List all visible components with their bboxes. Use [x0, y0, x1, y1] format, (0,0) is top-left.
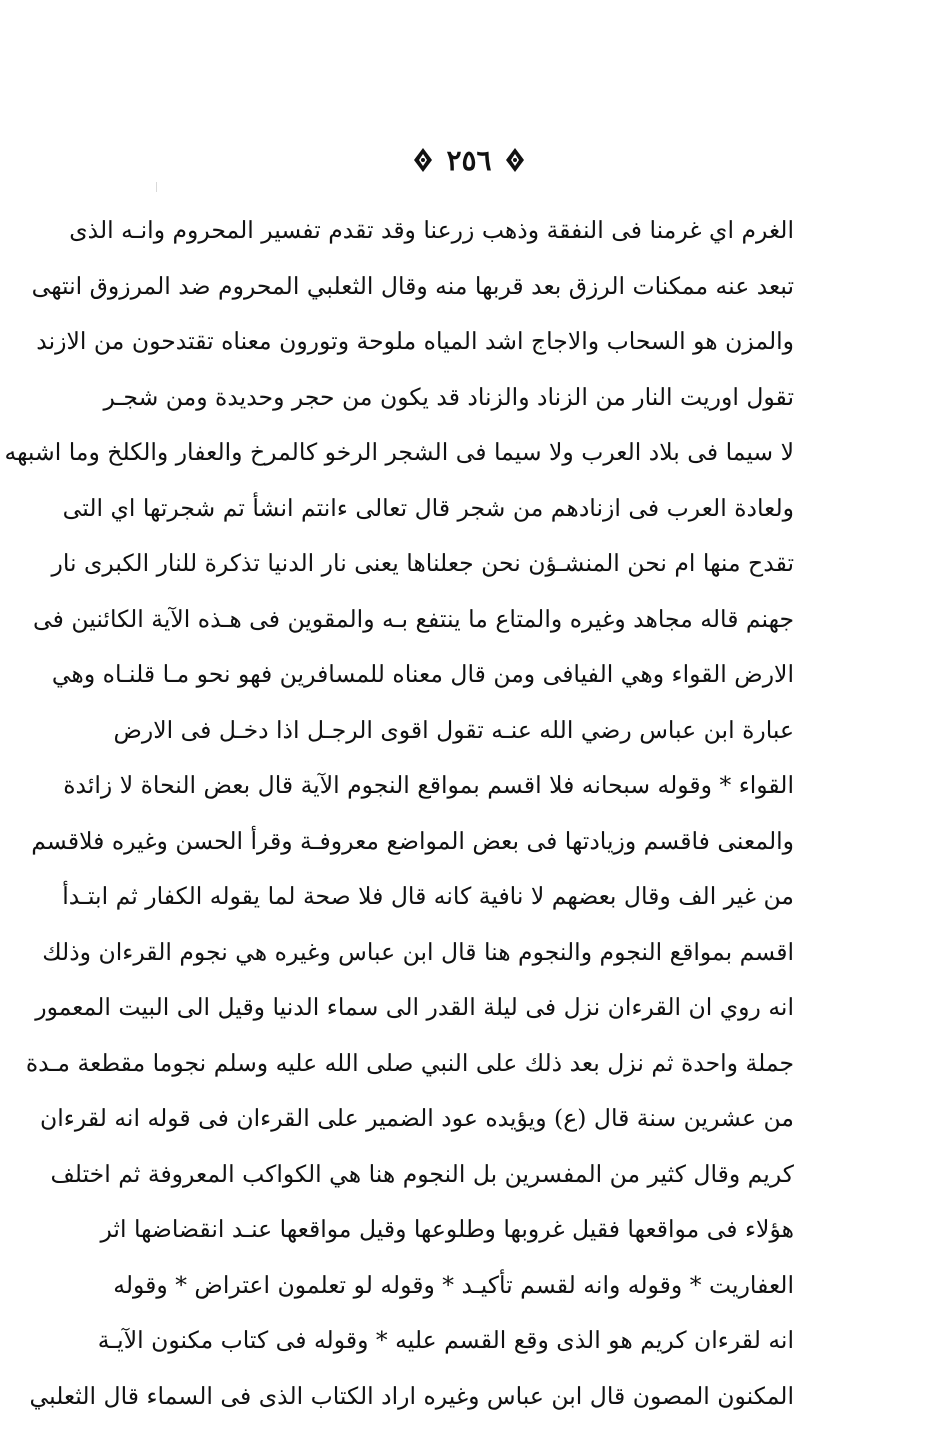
text-line: لا سيما فى بلاد العرب ولا سيما فى الشجر الرخو كالمرخ والعفار والكلخ وما اشبهه [118, 430, 794, 486]
text-line: تقدح منها ام نحن المنشـؤن نحن جعلناها يعنى نار الدنيا تذكرة للنار الكبرى نار [118, 541, 794, 597]
text-line: تقول اوريت النار من الزناد والزناد قد يكون من حجر وحديدة ومن شجـر [118, 375, 794, 431]
text-line: انه روي ان القرءان نزل فى ليلة القدر الى سماء الدنيا وقيل الى البيت المعمور [118, 985, 794, 1041]
ornament-icon [504, 145, 526, 175]
text-line: الارض القواء وهي الفيافى ومن قال معناه للمسافرين فهو نحو مـا قلنـاه وهي [118, 652, 794, 708]
text-line: والمزن هو السحاب والاجاج اشد المياه ملوحة وتورون معناه تقتدحون من الازند [118, 319, 794, 375]
text-line: الغرم اي غرمنا فى النفقة وذهب زرعنا وقد تقدم تفسير المحروم وانـه الذى [118, 208, 794, 264]
body-text [118, 208, 794, 1429]
text-line: تبعد عنه ممكنات الرزق بعد قربها منه وقال الثعلبي المحروم ضد المرزوق انتهى [118, 264, 794, 320]
text-line: عبارة ابن عباس رضي الله عنـه تقول اقوى الرجـل اذا دخـل فى الارض [118, 708, 794, 764]
text-line: هؤلاء فى مواقعها فقيل غروبها وطلوعها وقيل مواقعها عنـد انقضاضها اثر [118, 1207, 794, 1263]
text-line: جملة واحدة ثم نزل بعد ذلك على النبي صلى الله عليه وسلم نجوما مقطعة مـدة [118, 1041, 794, 1097]
text-line: اقسم بمواقع النجوم والنجوم هنا قال ابن عباس وغيره هي نجوم القرءان وذلك [118, 930, 794, 986]
text-line: كريم وقال كثير من المفسرين بل النجوم هنا هي الكواكب المعروفة ثم اختلف [118, 1152, 794, 1208]
text-line: من عشرين سنة قال (ع) ويؤيده عود الضمير على القرءان فى قوله انه لقرءان [118, 1096, 794, 1152]
text-line: المكنون المصون قال ابن عباس وغيره اراد الكتاب الذى فى السماء قال الثعلبي [118, 1374, 794, 1429]
text-line: من غير الف وقال بعضهم لا نافية كانه قال فلا صحة لما يقوله الكفار ثم ابتـدأ [118, 874, 794, 930]
text-line: ولعادة العرب فى ازنادهم من شجر قال تعالى ءانتم انشأ تم شجرتها اي التى [118, 486, 794, 542]
page-number: ٢٥٦ [446, 144, 491, 177]
text-line: العفاريت * وقوله وانه لقسم تأكيـد * وقوله لو تعلمون اعتراض * وقوله [118, 1263, 794, 1319]
text-line: والمعنى فاقسم وزيادتها فى بعض المواضع معروفـة وقرأ الحسن وغيره فلاقسم [118, 819, 794, 875]
text-line: القواء * وقوله سبحانه فلا اقسم بمواقع النجوم الآية قال بعض النحاة لا زائدة [118, 763, 794, 819]
margin-mark [156, 182, 157, 192]
text-line: انه لقرءان كريم هو الذى وقع القسم عليه * وقوله فى كتاب مكنون الآيـة [118, 1318, 794, 1374]
page-header [0, 138, 938, 182]
ornament-icon [412, 145, 434, 175]
text-line: جهنم قاله مجاهد وغيره والمتاع ما ينتفع بـه والمقوين فى هـذه الآية الكائنين فى [118, 597, 794, 653]
